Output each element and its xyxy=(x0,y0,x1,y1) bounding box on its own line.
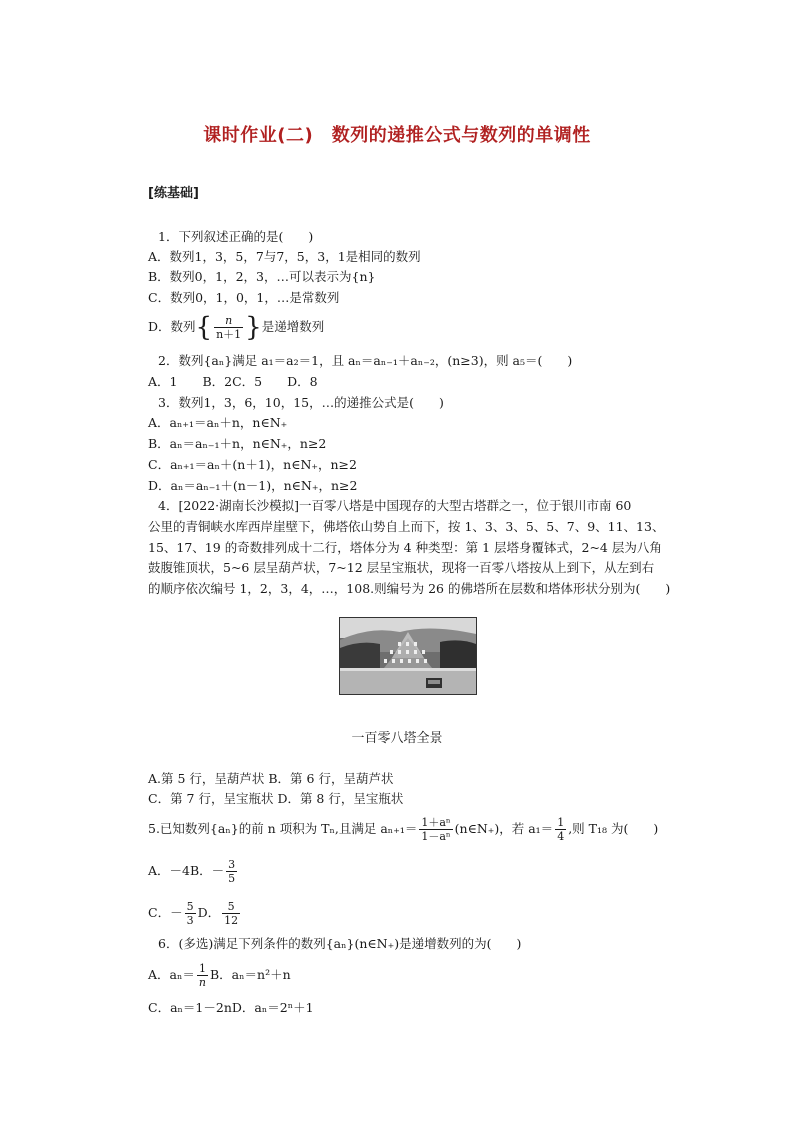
q1-d-suffix: 是递增数列 xyxy=(261,319,325,334)
q5-stem xyxy=(148,816,658,843)
section-heading: [练基础] xyxy=(148,186,199,201)
q6-option-b: B．aₙ＝n²＋n xyxy=(209,967,291,982)
q6-a-numerator: 1 xyxy=(197,962,208,976)
q4-options-ab: A.第 5 行，呈葫芦状 B．第 6 行，呈葫芦状 xyxy=(148,771,394,786)
brace-close-icon: } xyxy=(245,312,262,343)
q1-d-prefix: D．数列 xyxy=(148,319,196,334)
q5-b-fraction xyxy=(226,858,237,885)
q1-d-numerator: n xyxy=(214,314,243,328)
q5-options-ab xyxy=(148,858,239,885)
q5-formula-fraction xyxy=(419,816,452,843)
q4-line-3: 15、17、19 的奇数排列成十二行，塔体分为 4 种类型：第 1 层塔身覆钵式，2~4 层为八角 xyxy=(148,540,662,555)
q3-option-a: A．aₙ₊₁＝aₙ＋n，n∈N₊ xyxy=(148,415,288,430)
q4-options-cd: C．第 7 行，呈宝瓶状 D．第 8 行，呈宝瓶状 xyxy=(148,791,404,806)
q4-line-1: 4．[2022·湖南长沙模拟]一百零八塔是中国现存的大型古塔群之一，位于银川市南 60 xyxy=(158,498,632,513)
q5-b-denominator: 5 xyxy=(228,872,236,885)
q6-a-fraction xyxy=(197,962,208,989)
q5-d-fraction xyxy=(222,900,240,927)
q5-d-denominator: 12 xyxy=(224,914,239,927)
q3-option-c: C．aₙ₊₁＝aₙ＋(n＋1)，n∈N₊，n≥2 xyxy=(148,457,357,472)
q2-options: A．1 B．2C．5 D．8 xyxy=(148,374,318,389)
q5-d-prefix: D． xyxy=(197,905,221,920)
q6-options-ab xyxy=(148,962,291,989)
q4-line-5: 的顺序依次编号 1，2，3，4，…，108.则编号为 26 的佛塔所在层数和塔体形状分别为( ) xyxy=(148,581,671,596)
q1-option-b: B．数列0，1，2，3，…可以表示为{n} xyxy=(148,269,376,284)
q4-line-2: 公里的青铜峡水库西岸崖壁下，佛塔依山势自上而下，按 1、3、3、5、5、7、9、11、13、 xyxy=(148,519,665,534)
q3-option-d: D．aₙ＝aₙ₋₁＋(n－1)，n∈N₊，n≥2 xyxy=(148,478,358,493)
q6-options-cd: C．aₙ＝1－2nD．aₙ＝2ⁿ＋1 xyxy=(148,1000,314,1015)
q3-stem: 3．数列1，3，6，10，15，…的递推公式是( ) xyxy=(158,395,444,410)
q1-d-fraction xyxy=(214,314,243,341)
brace-open-icon: { xyxy=(195,312,213,343)
q1-option-c: C．数列0，1，0，1，…是常数列 xyxy=(148,290,340,305)
q1-option-a: A．数列1，3，5，7与7，5，3，1是相同的数列 xyxy=(148,249,421,264)
q5-a1-numerator: 1 xyxy=(557,816,565,829)
q1-d-denominator: n＋1 xyxy=(216,328,242,341)
q2-stem: 2．数列{aₙ}满足 a₁＝a₂＝1，且 aₙ＝aₙ₋₁＋aₙ₋₂，(n≥3)，则 a₅＝( ) xyxy=(158,353,573,368)
photo-caption: 一百零八塔全景 xyxy=(351,731,443,746)
q6-stem: 6．(多选)满足下列条件的数列{aₙ}(n∈N₊)是递增数列的为( ) xyxy=(158,936,522,951)
q3-option-b: B．aₙ＝aₙ₋₁＋n，n∈N₊，n≥2 xyxy=(148,436,327,451)
q6-a-denominator: n xyxy=(198,976,206,989)
q5-suffix: ,则 T₁₈ 为( ) xyxy=(568,821,659,836)
q5-ab-prefix: A．－4B．－ xyxy=(148,863,225,878)
q5-b-numerator: 3 xyxy=(228,858,236,871)
pagoda-landscape-icon xyxy=(340,618,476,694)
q5-a1-fraction xyxy=(555,816,566,843)
q1-stem: 1．下列叙述正确的是( ) xyxy=(158,229,314,244)
q5-formula-denominator: 1－aⁿ xyxy=(421,830,451,843)
q5-formula-numerator: 1＋aⁿ xyxy=(421,816,451,829)
q5-options-cd xyxy=(148,900,242,927)
q5-prefix: 5.已知数列{aₙ}的前 n 项积为 Tₙ,且满足 aₙ₊₁＝ xyxy=(148,821,418,836)
q5-c-denominator: 3 xyxy=(186,914,194,927)
q5-middle: (n∈N₊)，若 a₁＝ xyxy=(454,821,554,836)
page-title: 课时作业(二) 数列的递推公式与数列的单调性 xyxy=(203,125,591,146)
pagoda-photo xyxy=(339,617,477,695)
q5-c-numerator: 5 xyxy=(186,900,194,913)
q6-a-prefix: A．aₙ＝ xyxy=(148,967,195,982)
q1-option-d xyxy=(148,314,324,341)
q5-d-numerator: 5 xyxy=(222,900,240,914)
q4-line-4: 鼓腹锥顶状，5~6 层呈葫芦状，7~12 层呈宝瓶状，现将一百零八塔按从上到下，从左到右 xyxy=(148,560,655,575)
q5-a1-denominator: 4 xyxy=(557,830,565,843)
q5-c-prefix: C．－ xyxy=(148,905,183,920)
q5-c-fraction xyxy=(185,900,196,927)
